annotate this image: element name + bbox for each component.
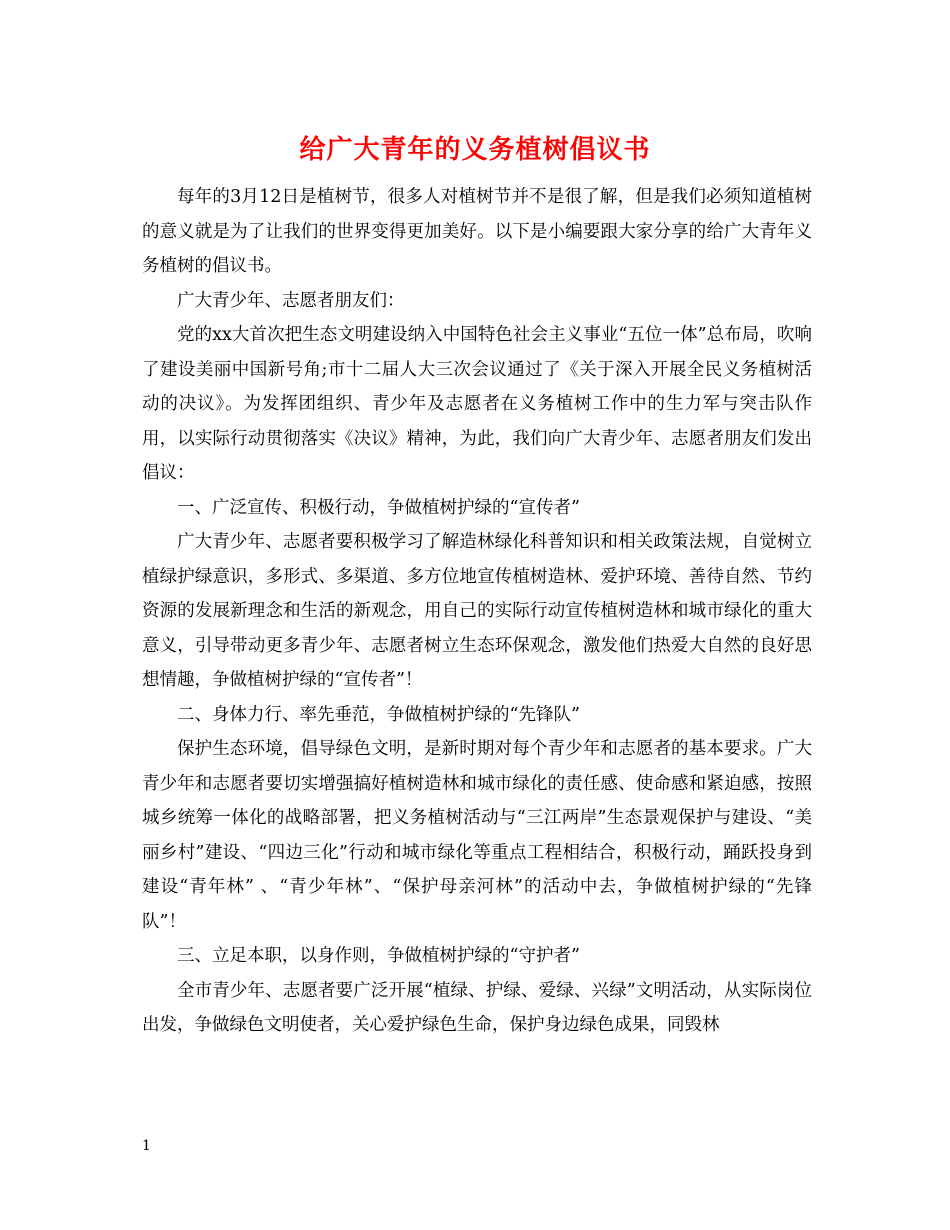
section-body-3: 全市青少年、志愿者要广泛开展“植绿、护绿、爱绿、兴绿”文明活动，从实际岗位出发，争做绿色文明使者，关心爱护绿色生命，保护身边绿色成果，同毁林 bbox=[142, 980, 812, 1035]
section-heading-1: 一、广泛宣传、积极行动，争做植树护绿的“宣传者” bbox=[177, 497, 580, 518]
intro-paragraph: 每年的3月12日是植树节，很多人对植树节并不是很了解，但是我们必须知道植树的意义就是为了让我们的世界变得更加美好。以下是小编要跟大家分享的给广大青年义务植树的倡议书。 bbox=[142, 187, 812, 276]
section-body-1: 广大青少年、志愿者要积极学习了解造林绿化科普知识和相关政策法规，自觉树立植绿护绿意识，多形式、多渠道、多方位地宣传植树造林、爱护环境、善待自然、节约资源的发展新理念和生活的新观念，用自己的实际行动宣传植树造林和城市绿化的重大意义，引导带动更多青少年、志愿者树立生态环保观念，激发他们热爱大自然的良好思想情趣，争做植树护绿的“宣传者”！ bbox=[142, 532, 812, 690]
document-title: 给广大青年的义务植树倡议书 bbox=[299, 135, 651, 165]
background-paragraph: 党的xx大首次把生态文明建设纳入中国特色社会主义事业“五位一体”总布局，吹响了建设美丽中国新号角;市十二届人大三次会议通过了《关于深入开展全民义务植树活动的决议》。为发挥团组织、青少年及志愿者在义务植树工作中的生力军与突击队作用，以实际行动贯彻落实《决议》精神，为此，我们向广大青少年、志愿者朋友们发出倡议： bbox=[142, 325, 812, 483]
salutation-paragraph: 广大青少年、志愿者朋友们： bbox=[177, 290, 405, 311]
page-number: 1 bbox=[142, 1138, 151, 1154]
section-body-2: 保护生态环境，倡导绿色文明，是新时期对每个青少年和志愿者的基本要求。广大青少年和志愿者要切实增强搞好植树造林和城市绿化的责任感、使命感和紧迫感，按照城乡统筹一体化的战略部署，把义务植树活动与“三江两岸”生态景观保护与建设、“美丽乡村”建设、“四边三化”行动和城市绿化等重点工程相结合，积极行动，踊跃投身到建设“青年林” 、“青少年林”、“保护母亲河林”的活动中去，争做植树护绿的“先锋队”！ bbox=[142, 739, 812, 932]
section-heading-2: 二、身体力行、率先垂范，争做植树护绿的“先锋队” bbox=[177, 704, 580, 725]
document-body bbox=[142, 180, 812, 1043]
section-heading-3: 三、立足本职，以身作则，争做植树护绿的“守护者” bbox=[177, 946, 580, 966]
